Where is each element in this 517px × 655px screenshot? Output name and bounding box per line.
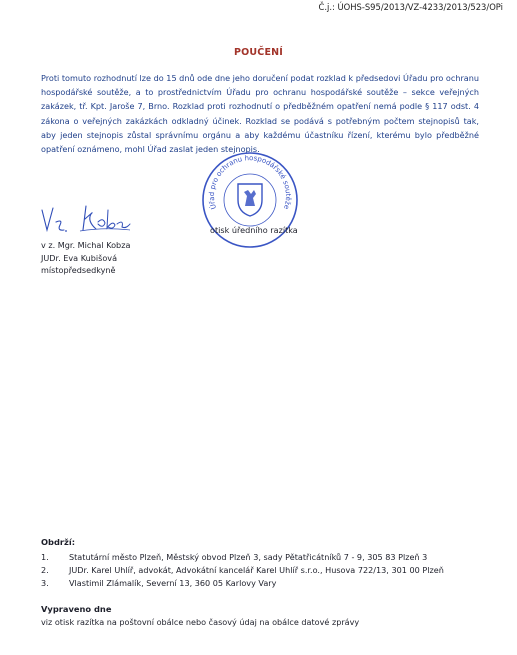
stamp-caption: otisk úředního razítka [210, 225, 298, 235]
dispatch-heading: Vypraveno dne [41, 604, 112, 614]
list-item-number: 1. [41, 552, 49, 562]
list-item-number: 3. [41, 577, 49, 588]
signatory-line-1: v z. Mgr. Michal Kobza [41, 240, 131, 250]
dispatch-note: viz otisk razítka na poštovní obálce nebo časový údaj na obálce datové zprávy [41, 617, 360, 627]
list-item-text: Vlastimil Zlámalík, Severní 13, 360 05 Karlovy Vary [69, 577, 277, 588]
list-item-number: 2. [41, 564, 49, 575]
document-title: POUČENÍ [233, 47, 284, 58]
stamp-inscription: Úřad pro ochranu hospodářské soutěže [207, 154, 293, 211]
document-reference-number: Č.j.: ÚOHS-S95/2013/VZ-4233/2013/523/OPi [318, 2, 503, 12]
instruction-paragraph-block [41, 71, 479, 156]
signatory-block [41, 239, 130, 277]
list-item-text: JUDr. Karel Uhlíř, advokát, Advokátní kancelář Karel Uhlíř s.r.o., Husova 722/13, 301 00 Plzeň [69, 564, 444, 575]
recipients-heading: Obdrží: [41, 537, 76, 547]
list-item [41, 564, 501, 577]
recipients-list [41, 551, 501, 589]
instruction-paragraph: Proti tomuto rozhodnutí lze do 15 dnů ode dne jeho doručení podat rozklad k předsedovi Úřadu pro ochranu hospodářské soutěže, a to prostřednictvím Úřadu pro ochranu hospodářské soutěže – sekce veřejných zakázek, tř. Kpt. Jaroše 7, Brno. Rozklad proti rozhodnutí o předběžném opatření nemá podle § 117 odst. 4 zákona o veřejných zakázkách odkladný účinek. Rozklad se podává s potřebným počtem stejnopisů tak, aby jeden stejnopis zůstal správnímu orgánu a aby každému účastníku řízení, kterému bylo předběžné opatření oznámeno, mohl Úřad zaslat jeden stejnopis. [41, 73, 479, 155]
handwritten-signature [40, 200, 132, 236]
list-item-text: Statutární město Plzeň, Městský obvod Plzeň 3, sady Pětatřicátníků 7 - 9, 305 83 Plzeň 3 [69, 552, 428, 562]
signatory-line-2: JUDr. Eva Kubišová [41, 252, 118, 263]
coat-of-arms-icon [238, 184, 262, 216]
official-stamp [200, 150, 300, 250]
list-item [41, 551, 501, 564]
signatory-line-3: místopředsedkyně [41, 265, 116, 276]
list-item [41, 577, 501, 590]
